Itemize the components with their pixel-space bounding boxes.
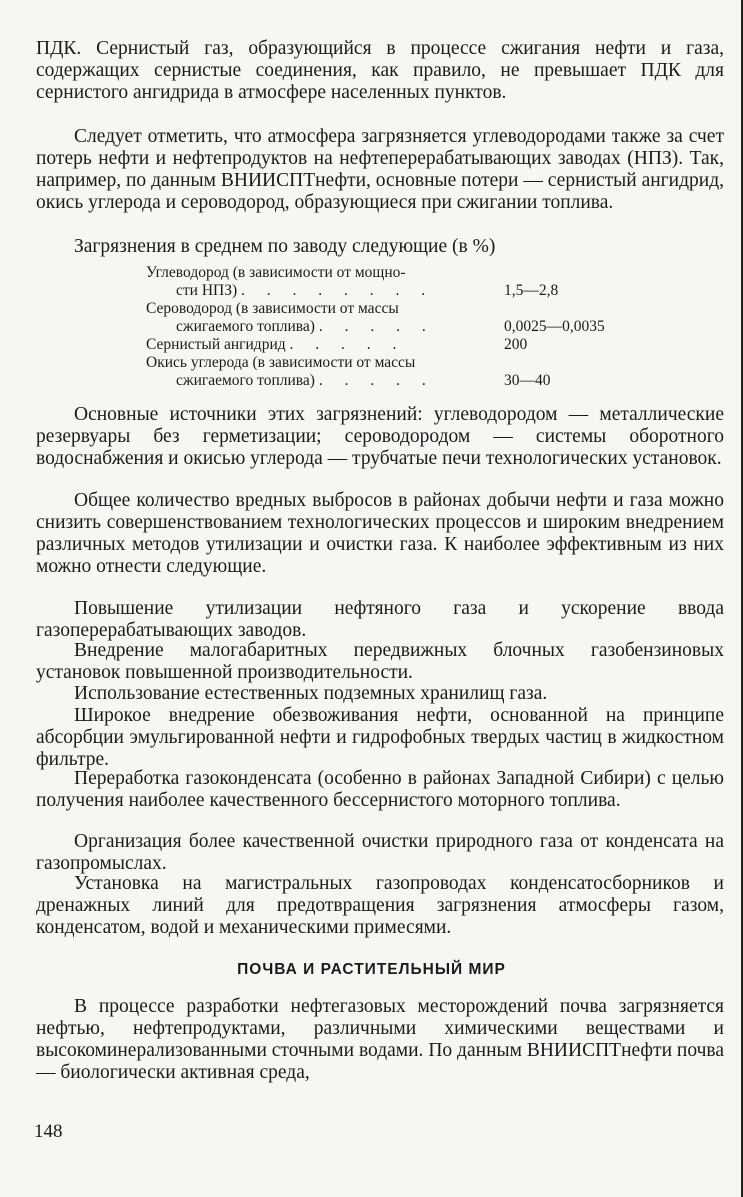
- row-label: Сернистый ангидрид: [146, 336, 286, 353]
- table-row: [146, 336, 646, 354]
- row-label-cont: сти НПЗ): [176, 282, 238, 299]
- page-number: 148: [34, 1121, 63, 1142]
- paragraph-12: Установка на магистральных газопроводах конденсатосборников и дренажных линий для предотвращения загрязнения атмосферы газом, конденсатом, водой и механическими примесями.: [36, 873, 724, 938]
- paragraph-1: ПДК. Сернистый газ, образующийся в процессе сжигания нефти и газа, содержащих сернистые соединения, как правило, не превышает ПДК для сернистого ангидрида в атмосфере населенных пунктов.: [36, 38, 724, 103]
- row-label-cont: сжигаемого топлива): [176, 318, 315, 335]
- paragraph-6: Повышение утилизации нефтяного газа и ускорение ввода газоперерабатывающих заводов.: [36, 598, 724, 641]
- paragraph-5: Общее количество вредных выбросов в районах добычи нефти и газа можно снизить совершенствованием технологических процессов и широким внедрением различных методов утилизации и очистки газа. К наиболее эффективным из них можно отнести следующие.: [36, 490, 724, 577]
- leader-dots: . . . . . . . .: [241, 282, 435, 299]
- paragraph-7: Внедрение малогабаритных передвижных блочных газобензиновых установок повышенной производительности.: [36, 640, 724, 683]
- row-value: 200: [504, 336, 528, 353]
- paragraph-3: Загрязнения в среднем по заводу следующие (в %): [74, 236, 496, 257]
- paragraph-4: Основные источники этих загрязнений: углеводородом — металлические резервуары без герметизации; сероводородом — системы оборотного водоснабжения и окисью углерода — трубчатые печи технологических установок.: [36, 404, 724, 469]
- row-label: Углеводород (в зависимости от мощно-: [146, 264, 406, 281]
- leader-dots: . . . . .: [318, 318, 435, 335]
- row-value: 30—40: [504, 372, 551, 389]
- table-row: [146, 354, 646, 390]
- paragraph-2: Следует отметить, что атмосфера загрязняется углеводородами также за счет потерь нефти и нефтепродуктов на нефтеперерабатывающих заводах (НПЗ). Так, например, по данным ВНИИСПТнефти, основные потери — сернистый ангидрид, окись углерода и сероводород, образующиеся при сжигании топлива.: [36, 126, 724, 213]
- row-value: 1,5—2,8: [504, 282, 559, 299]
- pollution-table: [146, 264, 646, 390]
- section-heading: ПОЧВА И РАСТИТЕЛЬНЫЙ МИР: [237, 961, 506, 978]
- table-row: [146, 264, 646, 300]
- row-value: 0,0025—0,0035: [504, 318, 605, 335]
- paragraph-10: Переработка газоконденсата (особенно в районах Западной Сибири) с целью получения наиболее качественного бессернистого моторного топлива.: [36, 768, 724, 811]
- leader-dots: . . . . .: [318, 372, 435, 389]
- row-label: Окись углерода (в зависимости от массы: [146, 354, 416, 371]
- leader-dots: . . . . .: [289, 336, 406, 353]
- paragraph-8: Использование естественных подземных хранилищ газа.: [74, 683, 548, 704]
- paragraph-11: Организация более качественной очистки природного газа от конденсата на газопромыслах.: [36, 831, 724, 874]
- paragraph-13: В процессе разработки нефтегазовых месторождений почва загрязняется нефтью, нефтепродуктами, различными химическими веществами и высокоминерализованными сточными водами. По данным ВНИИСПТнефти почва — биологически активная среда,: [36, 996, 724, 1083]
- row-label: Сероводород (в зависимости от массы: [146, 300, 399, 317]
- row-label-cont: сжигаемого топлива): [176, 372, 315, 389]
- paragraph-9: Широкое внедрение обезвоживания нефти, основанной на принципе абсорбции эмульгированной нефти и гидрофобных твердых частиц в жидкостном фильтре.: [36, 705, 724, 770]
- table-row: [146, 300, 646, 336]
